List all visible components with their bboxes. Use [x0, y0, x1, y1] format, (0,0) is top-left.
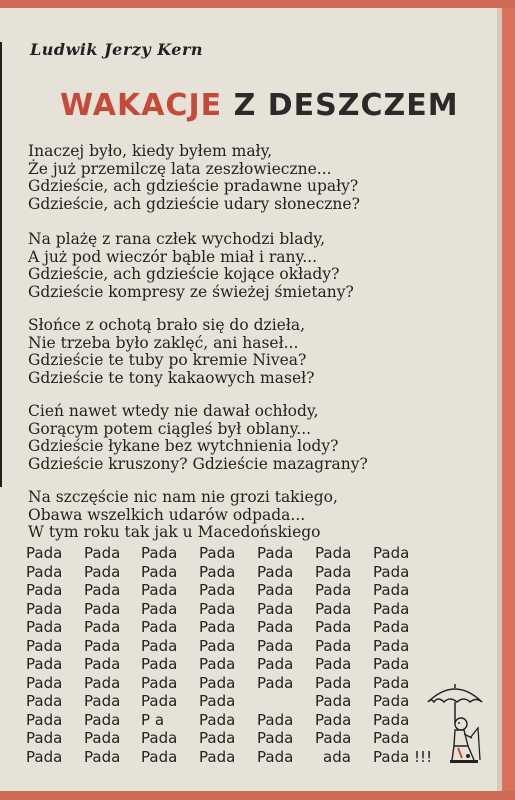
- pada-word: Pada: [315, 544, 352, 562]
- pada-word: Pada: [141, 729, 178, 747]
- pada-word: Pada: [141, 618, 178, 636]
- pada-word: Pada !!!: [373, 747, 433, 766]
- pada-word: Pada: [141, 655, 178, 673]
- verse-line: Gdzieście te tony kakaowych maseł?: [28, 368, 315, 387]
- pada-word: Pada: [199, 747, 236, 766]
- page-edge: [497, 8, 502, 791]
- pada-word: Pada: [199, 692, 236, 710]
- pada-word: Pada: [315, 655, 352, 673]
- pada-word: Pada: [84, 673, 121, 692]
- verse-line: Że już przemilczę lata zeszłowieczne...: [28, 159, 332, 178]
- pada-word: Pada: [199, 544, 236, 562]
- pada-word: Pada: [373, 581, 410, 599]
- pada-word: Pada: [141, 673, 178, 692]
- pada-word: Pada: [257, 562, 294, 581]
- pada-word: Pada: [199, 673, 236, 692]
- verse-line: Gdzieście kompresy ze świeżej śmietany?: [28, 282, 354, 301]
- verse-line: Na plażę z rana człek wychodzi blady,: [28, 230, 326, 248]
- pada-word: Pada: [84, 636, 121, 655]
- pada-word: Pada: [84, 710, 121, 729]
- pada-word: Pada: [199, 655, 236, 673]
- pada-word: Pada: [257, 747, 294, 766]
- pada-word: Pada: [84, 599, 121, 618]
- pada-word: Pada: [373, 692, 410, 710]
- pada-word: Pada: [26, 618, 63, 636]
- umbrella-figure-illustration: [424, 680, 486, 766]
- verse-line: Na szczęście nic nam nie grozi takiego,: [28, 488, 338, 506]
- magazine-page: [0, 8, 499, 791]
- stanza-1: [28, 143, 360, 213]
- pada-word: Pada: [373, 710, 410, 729]
- pada-word: Pada: [141, 581, 178, 599]
- pada-word: Pada: [373, 544, 410, 562]
- pada-word: Pada: [26, 692, 63, 710]
- pada-word: Pada: [26, 729, 63, 747]
- poem-title: [60, 88, 459, 124]
- pada-word: Pada: [199, 562, 236, 581]
- pada-word: Pada: [141, 599, 178, 618]
- pada-word: Pada: [315, 673, 352, 692]
- pada-word: Pada: [26, 655, 63, 673]
- pada-word: Pada: [199, 599, 236, 618]
- left-frame-rule: [0, 42, 2, 487]
- pada-word: Pada: [373, 599, 410, 618]
- pada-word: Pada: [315, 692, 352, 710]
- pada-word: Pada: [84, 655, 121, 673]
- pada-word: Pada: [257, 729, 294, 747]
- pada-word: Pada: [373, 636, 410, 655]
- verse-line: Gdzieście, ach gdzieście udary słoneczne?: [28, 194, 360, 213]
- pada-word: Pada: [84, 729, 121, 747]
- verse-line: Nie trzeba było zaklęć, ani haseł...: [28, 333, 299, 352]
- stanza-2: [28, 231, 354, 301]
- pada-word: ada: [323, 747, 351, 766]
- bottom-border-strip: [0, 791, 515, 800]
- pada-word: Pada: [373, 655, 410, 673]
- title-word-wakacje: WAKACJE: [60, 88, 223, 123]
- pada-word: Pada: [26, 747, 63, 766]
- verse-line: Inaczej było, kiedy byłem mały,: [28, 142, 273, 160]
- pada-word: Pada: [199, 710, 236, 729]
- pada-word: Pada: [199, 581, 236, 599]
- pada-word: Pada: [257, 581, 294, 599]
- pada-word: Pada: [373, 618, 410, 636]
- pada-word: Pada: [141, 747, 178, 766]
- pada-word: Pada: [26, 599, 63, 618]
- pada-word: Pada: [141, 562, 178, 581]
- verse-line: Obawa wszelkich udarów odpada...: [28, 505, 306, 524]
- pada-word: Pada: [26, 636, 63, 655]
- pada-word: Pada: [141, 544, 178, 562]
- title-words-z-deszczem: Z DESZCZEM: [233, 88, 459, 123]
- pada-word: Pada: [257, 710, 294, 729]
- pada-word: Pada: [141, 636, 178, 655]
- pada-word: Pada: [26, 562, 63, 581]
- pada-word: Pada: [84, 747, 121, 766]
- verse-line: Gdzieście kruszony? Gdzieście mazagrany?: [28, 454, 368, 473]
- pada-word: Pada: [315, 636, 352, 655]
- pada-word: Pada: [257, 673, 294, 692]
- pada-word: Pada: [257, 599, 294, 618]
- pada-word: Pada: [315, 729, 352, 747]
- pada-word: Pada: [26, 710, 63, 729]
- pada-word: Pada: [199, 636, 236, 655]
- pada-word: Pada: [257, 618, 294, 636]
- verse-line: W tym roku tak jak u Macedońskiego: [28, 523, 321, 541]
- pada-word: Pada: [26, 544, 63, 562]
- pada-word: Pada: [315, 710, 352, 729]
- pada-word: Pada: [26, 673, 63, 692]
- verse-line: Gdzieście, ach gdzieście kojące okłady?: [28, 265, 340, 283]
- stanza-4: [28, 403, 368, 473]
- pada-word: Pada: [84, 692, 121, 710]
- verse-line: Gdzieście łykane bez wytchnienia lody?: [28, 437, 339, 455]
- pada-word: Pada: [315, 599, 352, 618]
- pada-word: Pada: [199, 618, 236, 636]
- verse-line: Gdzieście te tuby po kremie Nivea?: [28, 351, 307, 369]
- author-name: Ludwik Jerzy Kern: [30, 40, 204, 59]
- verse-line: Słońce z ochotą brało się do dzieła,: [28, 316, 306, 334]
- pada-word: Pada: [84, 562, 121, 581]
- pada-word: Pada: [199, 729, 236, 747]
- pada-word: Pada: [257, 636, 294, 655]
- pada-word: Pada: [373, 673, 410, 692]
- stanza-5: [28, 489, 338, 542]
- pada-word: Pada: [315, 581, 352, 599]
- verse-line: Gdzieście, ach gdzieście pradawne upały?: [28, 177, 359, 195]
- pada-word: P a: [141, 710, 165, 729]
- pada-word: Pada: [315, 562, 352, 581]
- pada-word: Pada: [373, 562, 410, 581]
- top-border-strip: [0, 0, 515, 8]
- pada-word: Pada: [257, 655, 294, 673]
- verse-line: Cień nawet wtedy nie dawał ochłody,: [28, 402, 319, 420]
- pada-word: Pada: [141, 692, 178, 710]
- pada-word: Pada: [373, 729, 410, 747]
- pada-word: Pada: [84, 544, 121, 562]
- pada-word: Pada: [84, 618, 121, 636]
- pada-word: Pada: [84, 581, 121, 599]
- verse-line: A już pod wieczór bąble miał i rany...: [28, 247, 318, 266]
- stanza-3: [28, 317, 314, 387]
- pada-word: Pada: [315, 618, 352, 636]
- pada-word: Pada: [26, 581, 63, 599]
- pada-word: Pada: [257, 544, 294, 562]
- verse-line: Gorącym potem ciągleś był oblany...: [28, 419, 312, 438]
